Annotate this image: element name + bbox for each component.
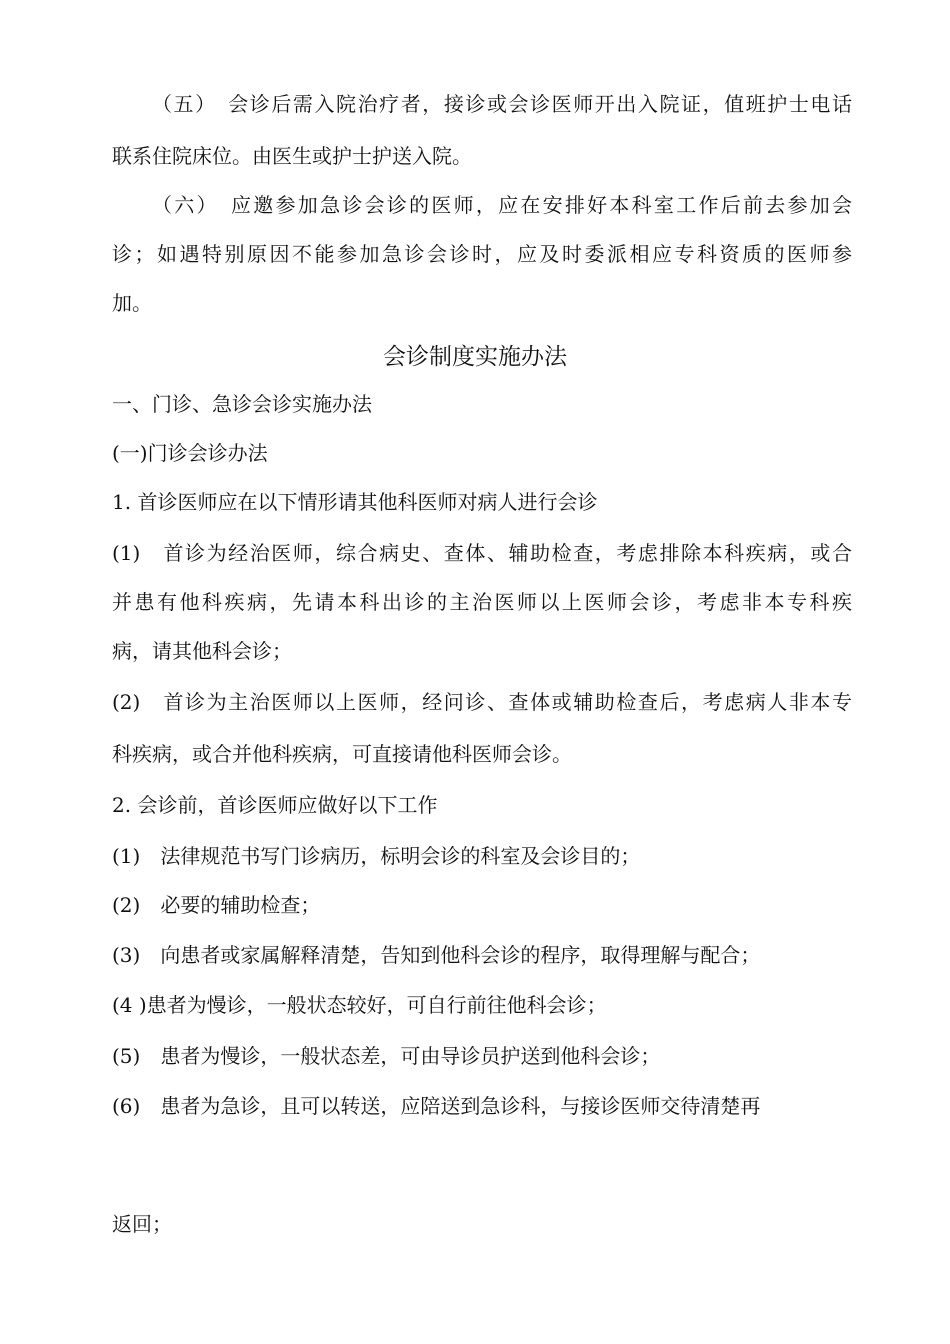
section-6-line-3: 加。 xyxy=(112,291,152,315)
item-1-p1-line-3: 病，请其他科会诊； xyxy=(112,639,292,663)
item-2-step-6-continuation: 返回； xyxy=(112,1212,172,1236)
item-2-step-2: (2) 必要的辅助检查； xyxy=(112,893,321,917)
heading-2: (一)门诊会诊办法 xyxy=(112,441,268,465)
heading-1: 一、门诊、急诊会诊实施办法 xyxy=(112,392,372,416)
item-1-p2-line-1: (2) 首诊为主治医师以上医师，经问诊、查体或辅助检查后，考虑病人非本专 xyxy=(112,690,852,714)
item-2-step-3: (3) 向患者或家属解释清楚，告知到他科会诊的程序，取得理解与配合； xyxy=(112,943,761,967)
item-1-p1-line-1: (1) 首诊为经治医师，综合病史、查体、辅助检查，考虑排除本科疾病，或合 xyxy=(112,541,852,565)
item-2-step-6: (6) 患者为急诊，且可以转送，应陪送到急诊科，与接诊医师交待清楚再 xyxy=(112,1094,761,1118)
item-1-heading: 1. 首诊医师应在以下情形请其他科医师对病人进行会诊 xyxy=(112,490,598,514)
item-1-p2-line-2: 科疾病，或合并他科疾病，可直接请他科医师会诊。 xyxy=(112,742,572,766)
item-2-step-1: (1) 法律规范书写门诊病历，标明会诊的科室及会诊目的； xyxy=(112,844,641,868)
item-2-step-5: (5) 患者为慢诊，一般状态差，可由导诊员护送到他科会诊； xyxy=(112,1044,661,1068)
item-2-step-4: (4 )患者为慢诊，一般状态较好，可自行前往他科会诊； xyxy=(112,993,607,1017)
item-1-p1-line-2: 并患有他科疾病，先请本科出诊的主治医师以上医师会诊，考虑非本专科疾 xyxy=(112,590,852,614)
section-5-line-1: （五） 会诊后需入院治疗者，接诊或会诊医师开出入院证，值班护士电话 xyxy=(152,92,852,116)
section-6-line-2: 诊；如遇特别原因不能参加急诊会诊时，应及时委派相应专科资质的医师参 xyxy=(112,242,852,266)
item-2-heading: 2. 会诊前，首诊医师应做好以下工作 xyxy=(112,793,438,817)
page-title: 会诊制度实施办法 xyxy=(383,344,567,370)
section-5-line-2: 联系住院床位。由医生或护士护送入院。 xyxy=(112,144,472,168)
section-6-line-1: （六） 应邀参加急诊会诊的医师，应在安排好本科室工作后前去参加会 xyxy=(152,193,852,217)
